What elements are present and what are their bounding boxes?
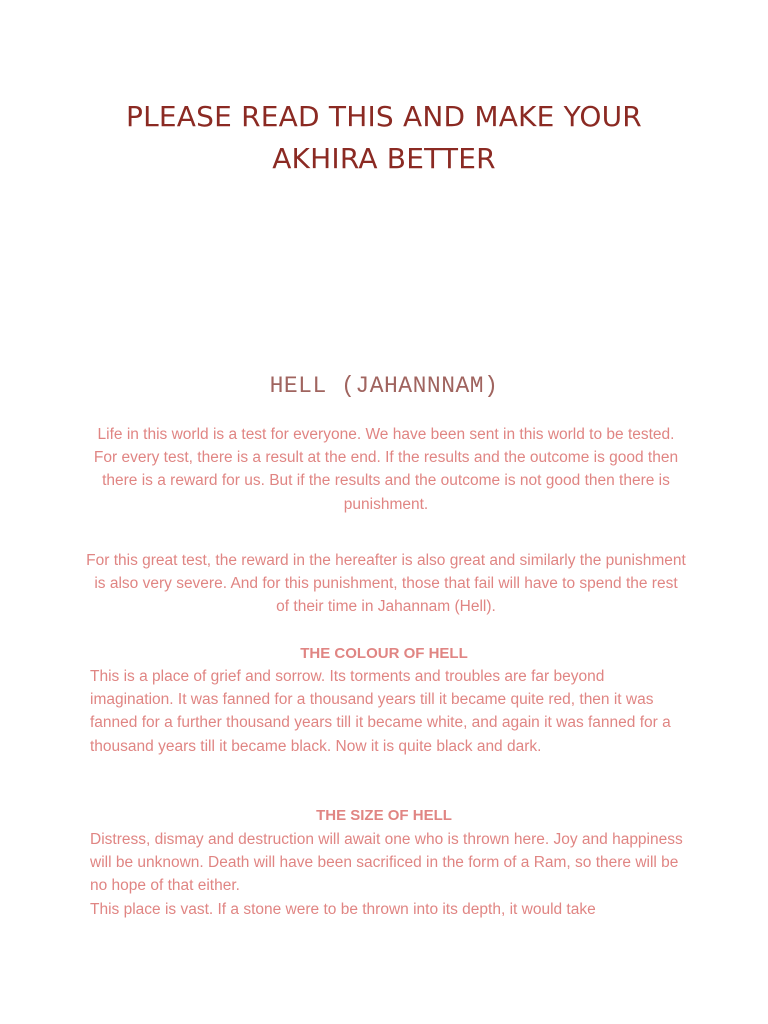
size-of-hell-heading: THE SIZE OF HELL: [316, 807, 452, 824]
size-of-hell-paragraph: Distress, dismay and destruction will await one who is thrown here. Joy and happiness will be unknown. Death will have been sacrificed in the form of a Ram, so there will be no hope of that either.: [90, 831, 683, 895]
title-line-2: AKHIRA BETTER: [272, 142, 496, 175]
section-heading-hell: HELL (JAHANNNAM): [269, 373, 499, 399]
intro-paragraph: Life in this world is a test for everyone. We have been sent in this world to be tested. For every test, there is a result at the end. If the results and the outcome is good then there is a reward for us. But if the results and the outcome is not good then there is punishment.: [93, 426, 679, 513]
title-line-1: PLEASE READ THIS AND MAKE YOUR: [126, 100, 642, 133]
reward-punishment-paragraph: For this great test, the reward in the hereafter is also great and similarly the punishment is also very severe. And for this punishment, those that fail will have to spend the rest of their time in Jahannam (Hell).: [86, 552, 686, 616]
colour-of-hell-heading: THE COLOUR OF HELL: [300, 645, 468, 662]
colour-of-hell-paragraph: This is a place of grief and sorrow. Its torments and troubles are far beyond imagination. It was fanned for a thousand years till it became quite red, then it was fanned for a further thousand years till it became white, and again it was fanned for a thousand years till it became black. Now it is quite black and dark.: [90, 668, 671, 755]
size-of-hell-paragraph-2: This place is vast. If a stone were to be thrown into its depth, it would take: [90, 901, 596, 918]
document-title: [60, 96, 708, 180]
